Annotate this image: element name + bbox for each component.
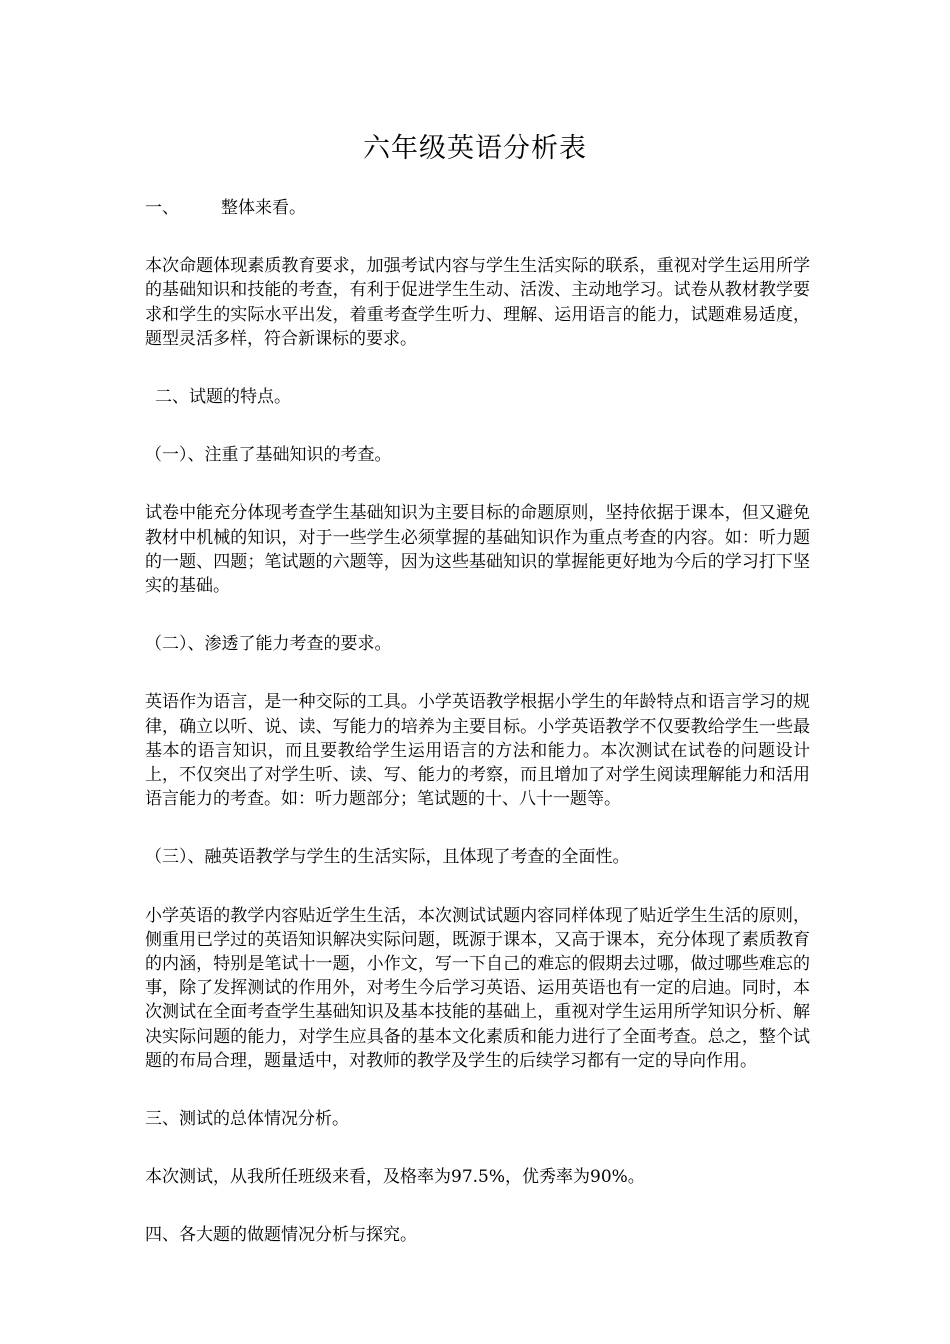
section-3-heading: 三、测试的总体情况分析。	[145, 1109, 349, 1130]
section-3-paragraph: 本次测试，从我所任班级来看，及格率为97.5%，优秀率为90%。	[145, 1167, 645, 1188]
section-2-sub-1-paragraph: 试卷中能充分体现考查学生基础知识为主要目标的命题原则，坚持依据于课本，但又避免教材中机械的知识，对于一些学生必须掌握的基础知识作为重点考查的内容。如：听力题的一题、四题；笔试题的六题等，因为这些基础知识的掌握能更好地为今后的学习打下坚实的基础。	[145, 503, 810, 597]
document-body	[145, 196, 810, 1282]
section-1-heading-text: 整体来看。	[221, 198, 306, 218]
section-4-heading: 四、各大题的做题情况分析与探究。	[145, 1225, 417, 1246]
section-2-heading: 二、试题的特点。	[155, 387, 291, 408]
section-2-sub-3-paragraph: 小学英语的教学内容贴近学生生活，本次测试试题内容同样体现了贴近学生生活的原则，侧重用已学过的英语知识解决实际问题，既源于课本，又高于课本，充分体现了素质教育的内涵，特别是笔试十一题，小作文，写一下自己的难忘的假期去过哪，做过哪些难忘的事，除了发挥测试的作用外，对考生今后学习英语、运用英语也有一定的启迪。同时，本次测试在全面考查学生基础知识及基本技能的基础上，重视对学生运用所学知识分析、解决实际问题的能力，对学生应具备的基本文化素质和能力进行了全面考查。总之，整个试题的布局合理，题量适中，对教师的教学及学生的后续学习都有一定的导向作用。	[145, 905, 810, 1071]
section-1-heading	[145, 196, 810, 220]
page-title: 六年级英语分析表	[363, 133, 587, 164]
section-1-paragraph: 本次命题体现素质教育要求，加强考试内容与学生生活实际的联系，重视对学生运用所学的基础知识和技能的考查，有利于促进学生生动、活泼、主动地学习。试卷从教材教学要求和学生的实际水平出发，着重考查学生听力、理解、运用语言的能力，试题难易适度，题型灵活多样，符合新课标的要求。	[145, 256, 810, 349]
section-1-number: 一、	[145, 198, 179, 218]
section-2-sub-2-heading: （二）、渗透了能力考查的要求。	[145, 634, 392, 655]
section-2-sub-2-paragraph: 英语作为语言，是一种交际的工具。小学英语教学根据小学生的年龄特点和语言学习的规律，确立以听、说、读、写能力的培养为主要目标。小学英语教学不仅要教给学生一些最基本的语言知识，而且要教给学生运用语言的方法和能力。本次测试在试卷的问题设计上，不仅突出了对学生听、读、写、能力的考察，而且增加了对学生阅读理解能力和活用语言能力的考查。如：听力题部分；笔试题的十、八十一题等。	[145, 692, 810, 810]
section-2-sub-1-heading: （一）、注重了基础知识的考查。	[145, 445, 392, 466]
section-2-sub-3-heading: （三）、融英语教学与学生的生活实际，且体现了考查的全面性。	[145, 847, 630, 868]
